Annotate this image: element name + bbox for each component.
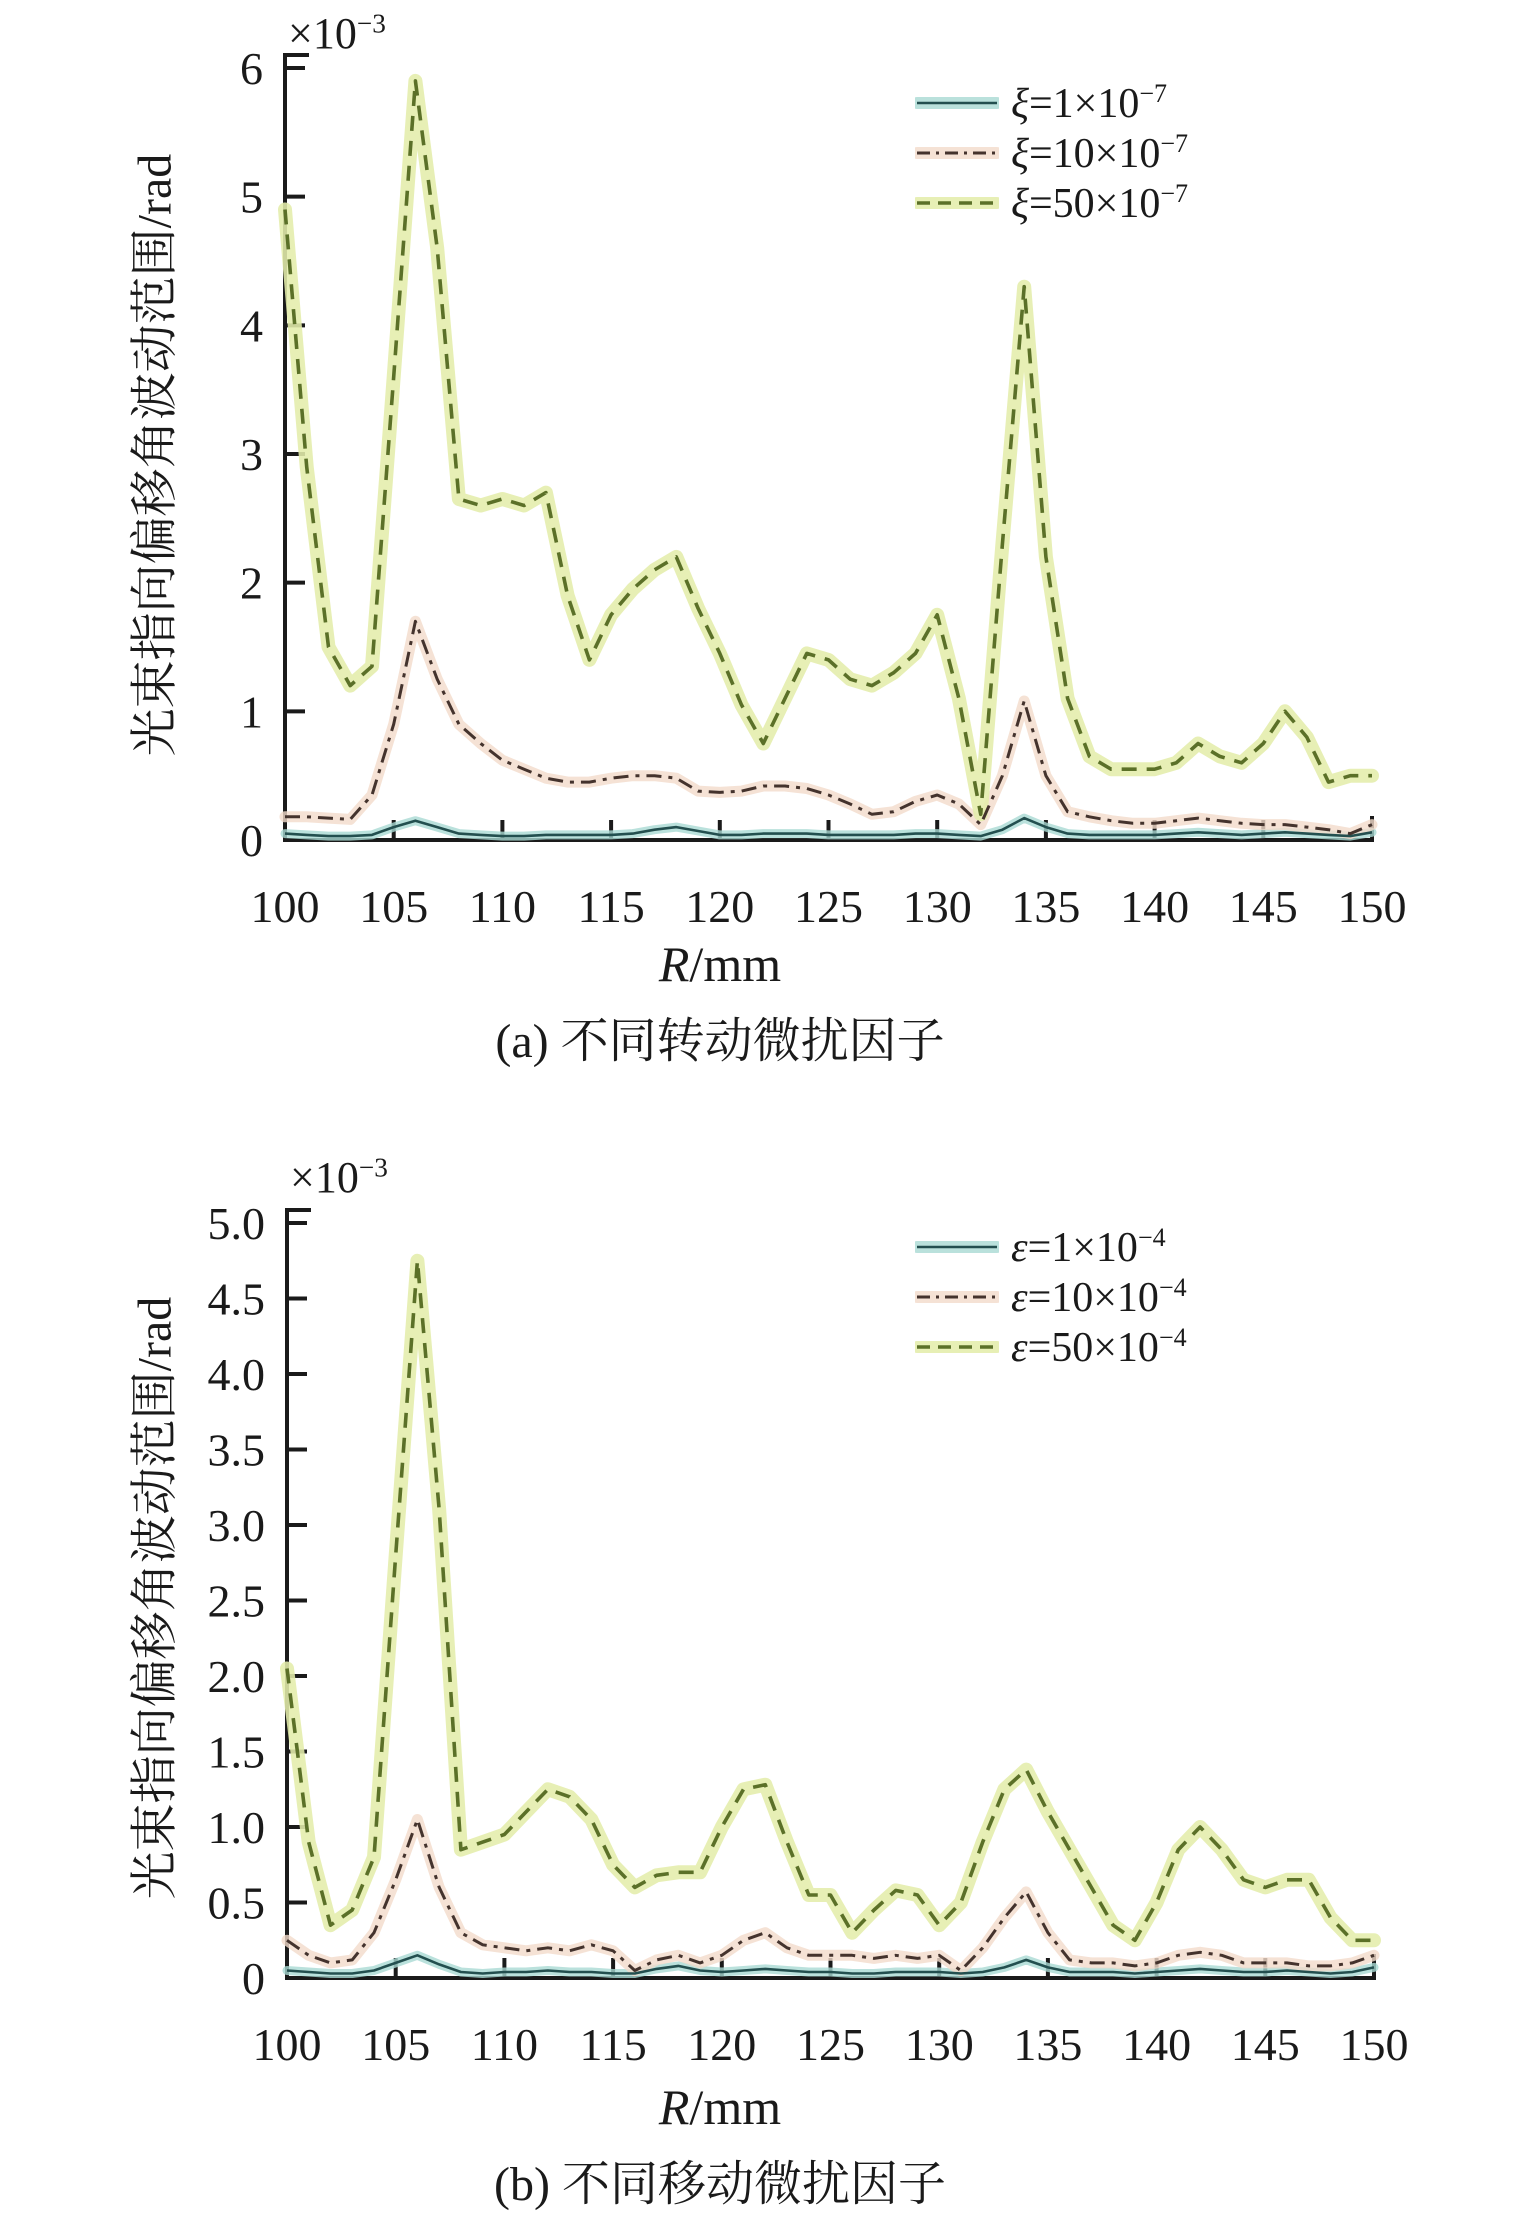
y-tick-label: 5 <box>240 171 263 223</box>
y-tick-label: 4 <box>240 300 263 352</box>
x-tick-label: 115 <box>577 881 645 932</box>
x-tick-label: 150 <box>1339 2019 1409 2070</box>
x-tick-label: 140 <box>1122 2019 1192 2070</box>
y-tick-label: 4.0 <box>207 1349 265 1400</box>
x-axis-unit: /mm <box>689 936 782 992</box>
scale-exponent: −3 <box>356 8 386 39</box>
y-tick-label: 2 <box>240 557 263 609</box>
x-tick-label: 150 <box>1337 881 1407 932</box>
y-tick-label: 3.0 <box>207 1500 265 1551</box>
legend-value: =1×10 <box>1029 81 1140 127</box>
legend-item <box>915 178 1188 228</box>
legend-label <box>1011 181 1188 225</box>
y-tick-label: 2.0 <box>207 1651 265 1702</box>
legend-swatch-solid <box>915 93 999 113</box>
x-tick-label: 105 <box>361 2019 431 2070</box>
x-axis-symbol: R <box>658 936 690 992</box>
y-tick-label: 0.5 <box>207 1877 265 1929</box>
x-tick-label: 130 <box>904 2019 974 2070</box>
y-tick-label: 6 <box>240 43 263 94</box>
greek-symbol: ξ <box>1011 131 1029 177</box>
x-axis-label-a <box>0 935 1440 993</box>
caption-b: (b) 不同移动微扰因子 <box>494 2158 946 2211</box>
legend-swatch-dashdot <box>915 1287 999 1307</box>
legend-exponent: −7 <box>1160 179 1189 208</box>
legend-label <box>1011 1275 1187 1319</box>
legend-exponent: −7 <box>1139 79 1168 108</box>
legend-item <box>915 1272 1187 1322</box>
legend-item <box>915 78 1188 128</box>
y-tick-label: 3.5 <box>207 1424 265 1476</box>
legend-value: =50×10 <box>1027 1325 1159 1371</box>
greek-symbol: ξ <box>1011 181 1029 227</box>
x-axis-unit: /mm <box>689 2079 782 2135</box>
y-tick-label: 2.5 <box>207 1575 265 1627</box>
y-tick-label: 0 <box>242 1953 265 2004</box>
greek-symbol: ε <box>1011 1325 1028 1371</box>
legend-item <box>915 1222 1187 1272</box>
y-tick-label: 1 <box>240 686 263 738</box>
caption-a: (a) 不同转动微扰因子 <box>495 1015 945 1068</box>
y-tick-label: 5.0 <box>207 1198 265 1249</box>
x-tick-label: 145 <box>1230 2019 1300 2070</box>
legend-swatch-dashed <box>915 1337 999 1357</box>
scale-exponent: −3 <box>358 1152 388 1183</box>
legend-swatch-solid <box>915 1237 999 1257</box>
y-tick-label: 1.0 <box>207 1802 265 1853</box>
x-tick-label: 125 <box>796 2019 865 2070</box>
y-axis-label-b: 光束指向偏移角波动范围/rad <box>128 1296 182 1900</box>
y-scale-note-b <box>290 1152 388 1203</box>
x-axis-label-b <box>0 2078 1440 2136</box>
x-tick-label: 135 <box>1013 2019 1083 2070</box>
x-tick-label: 120 <box>687 2019 757 2070</box>
greek-symbol: ε <box>1011 1225 1028 1271</box>
x-tick-label: 110 <box>468 881 537 932</box>
x-tick-label: 125 <box>794 881 863 932</box>
x-tick-label: 115 <box>579 2019 647 2070</box>
legend-exponent: −4 <box>1158 1273 1187 1302</box>
x-tick-label: 105 <box>359 881 429 932</box>
y-tick-label: 4.5 <box>207 1273 265 1325</box>
scale-base: ×10 <box>288 9 357 58</box>
legend-value: =10×10 <box>1027 1275 1159 1321</box>
scale-base: ×10 <box>290 1153 359 1202</box>
x-tick-label: 110 <box>470 2019 539 2070</box>
x-axis-symbol: R <box>658 2079 690 2135</box>
y-scale-note-a <box>288 8 386 59</box>
legend-label <box>1011 81 1167 125</box>
x-tick-label: 100 <box>250 881 320 932</box>
legend-b <box>915 1222 1187 1372</box>
legend-a <box>915 78 1188 228</box>
y-tick-label: 0 <box>240 815 263 866</box>
legend-item <box>915 1322 1187 1372</box>
legend-value: =1×10 <box>1027 1225 1138 1271</box>
x-tick-label: 130 <box>902 881 972 932</box>
greek-symbol: ξ <box>1011 81 1029 127</box>
legend-label <box>1011 1225 1166 1269</box>
legend-label <box>1011 1325 1187 1369</box>
y-axis-label-a: 光束指向偏移角波动范围/rad <box>128 153 182 757</box>
x-tick-label: 145 <box>1228 881 1298 932</box>
legend-item <box>915 128 1188 178</box>
legend-swatch-dashed <box>915 193 999 213</box>
x-tick-label: 100 <box>252 2019 322 2070</box>
greek-symbol: ε <box>1011 1275 1028 1321</box>
y-tick-label: 3 <box>240 429 263 480</box>
legend-value: =10×10 <box>1029 131 1161 177</box>
x-tick-label: 135 <box>1011 881 1081 932</box>
legend-exponent: −7 <box>1160 129 1189 158</box>
legend-swatch-dashdot <box>915 143 999 163</box>
legend-value: =50×10 <box>1029 181 1161 227</box>
legend-exponent: −4 <box>1137 1223 1166 1252</box>
x-tick-label: 120 <box>685 881 755 932</box>
y-tick-label: 1.5 <box>207 1726 265 1778</box>
x-tick-label: 140 <box>1120 881 1190 932</box>
legend-label <box>1011 131 1188 175</box>
legend-exponent: −4 <box>1158 1323 1187 1352</box>
